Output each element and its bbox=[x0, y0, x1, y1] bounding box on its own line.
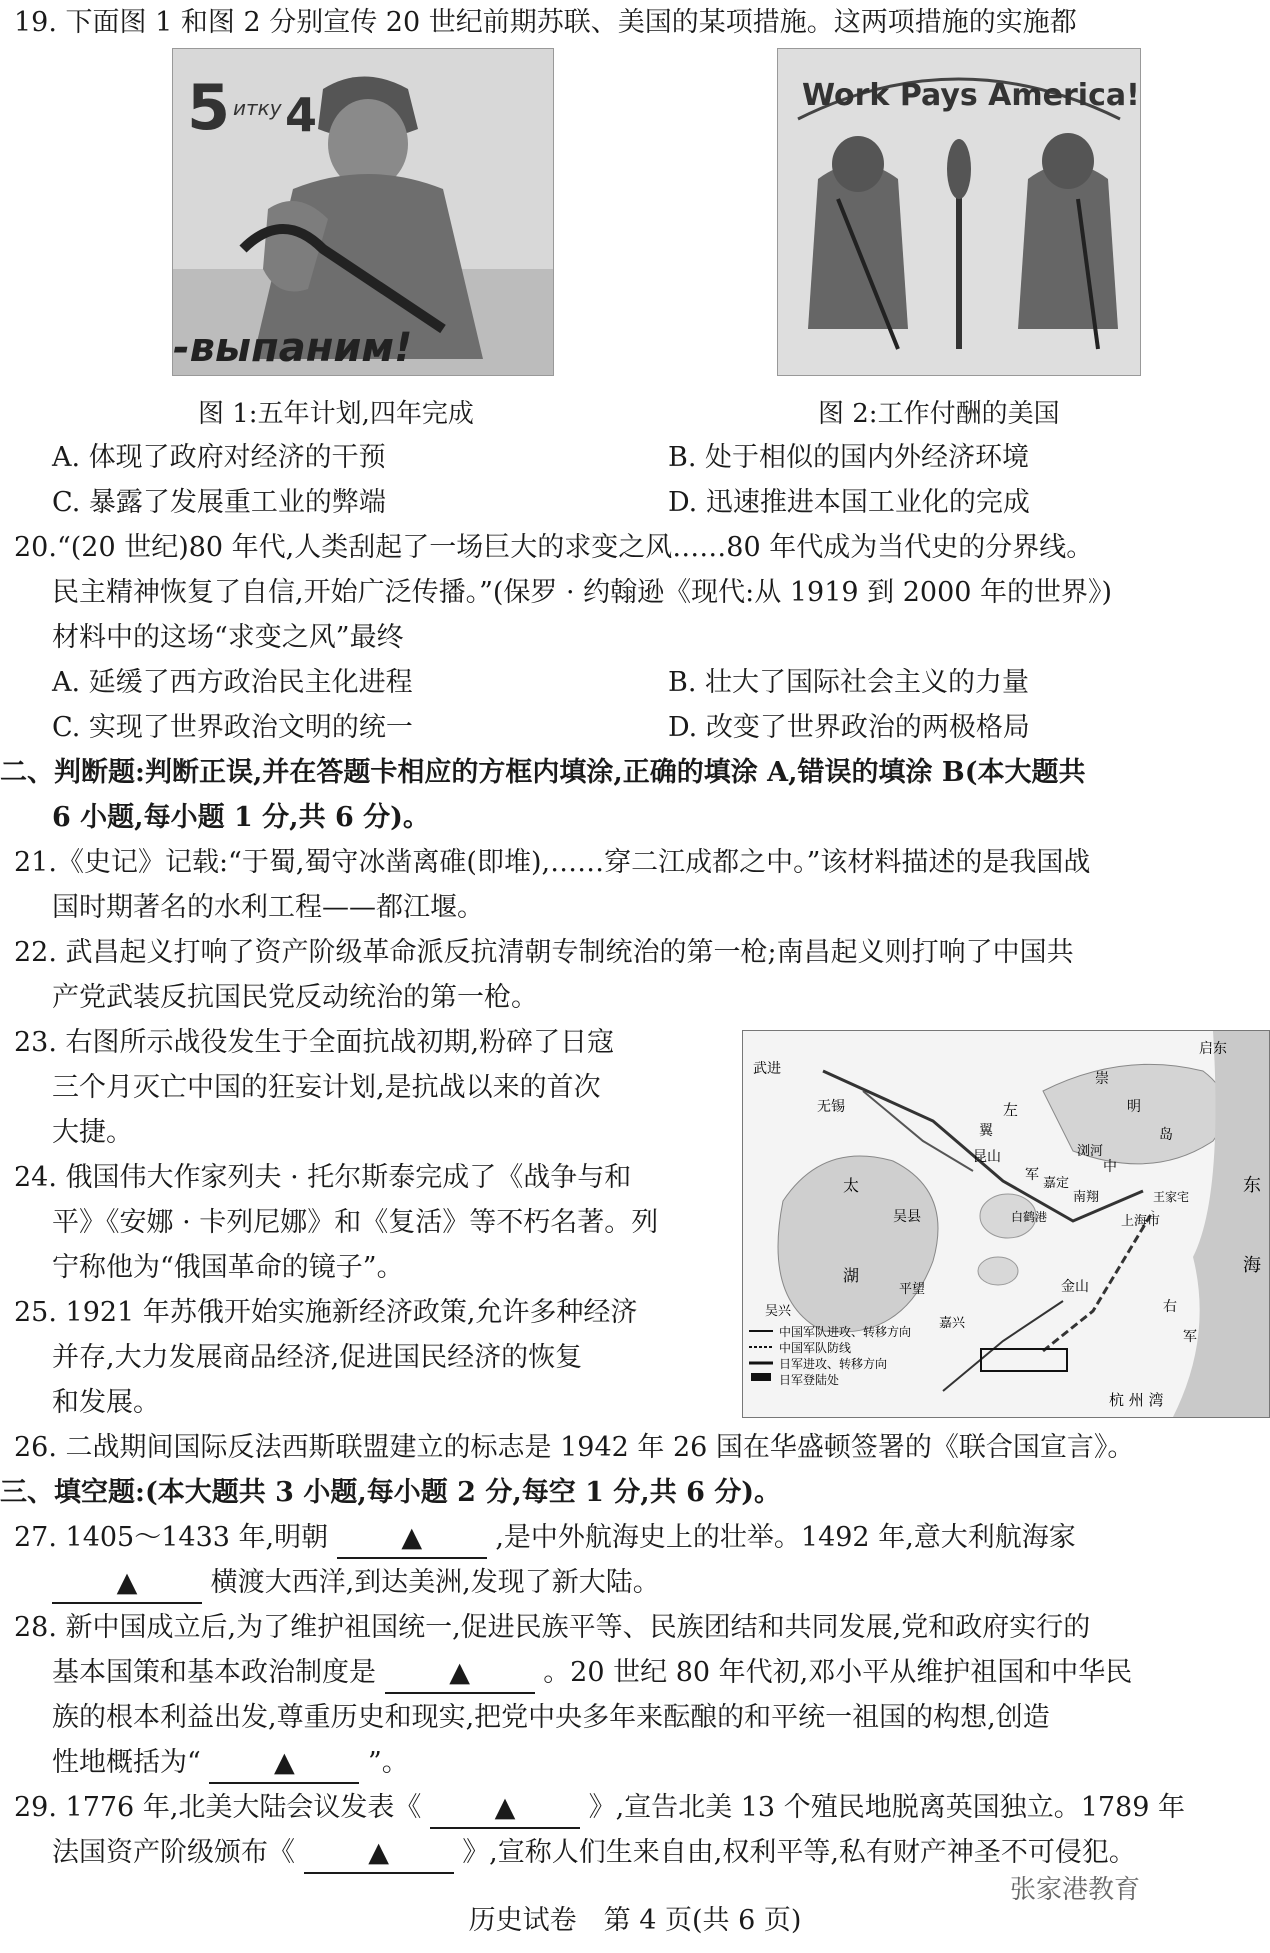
q28-line-4 bbox=[52, 1740, 409, 1785]
section2-heading-line-1: 二、判断题:判断正误,并在答题卡相应的方框内填涂,正确的填涂 A,错误的填涂 B(本大题共 bbox=[0, 757, 1086, 788]
q20-option-a: A. 延缓了西方政治民主化进程 bbox=[52, 667, 413, 698]
q28-blank-1[interactable]: ▲ bbox=[385, 1654, 535, 1694]
q29-text-2b: 》,宣称人们生来自由,权利平等,私有财产神圣不可侵犯。 bbox=[462, 1837, 1136, 1868]
q19-stem: 19. 下面图 1 和图 2 分别宣传 20 世纪前期苏联、美国的某项措施。这两项措施的实施都 bbox=[14, 7, 1077, 38]
q23-line-1: 23. 右图所示战役发生于全面抗战初期,粉碎了日寇 bbox=[14, 1027, 615, 1058]
battle-map-image bbox=[743, 1031, 1269, 1417]
figure2-caption: 图 2:工作付酬的美国 bbox=[818, 399, 1060, 429]
map-label-jun-2: 军 bbox=[1183, 1329, 1197, 1345]
map-label-chong: 崇 bbox=[1095, 1071, 1109, 1087]
q24-line-3: 宁称他为“俄国革命的镜子”。 bbox=[52, 1252, 404, 1283]
figure2-poster bbox=[777, 48, 1141, 376]
map-label-yi: 翼 bbox=[979, 1123, 993, 1139]
section2-heading-line-2: 6 小题,每小题 1 分,共 6 分)。 bbox=[52, 802, 430, 833]
map-label-hu: 湖 bbox=[843, 1266, 860, 1285]
q27-text-1: 27. 1405～1433 年,明朝 bbox=[14, 1522, 329, 1553]
q28-text-4b: ”。 bbox=[368, 1747, 409, 1778]
map-label-jun-1: 军 bbox=[1025, 1167, 1039, 1183]
q29-text-1a: 29. 1776 年,北美大陆会议发表《 bbox=[14, 1792, 422, 1823]
map-label-shanghai: 上海市 bbox=[1121, 1214, 1161, 1229]
map-label-baihegang: 白鹤港 bbox=[1011, 1210, 1048, 1224]
poster1-number-5: 5 bbox=[187, 71, 231, 144]
q29-blank-1[interactable]: ▲ bbox=[430, 1789, 580, 1829]
poster1-slogan: -выпаним! bbox=[173, 325, 413, 371]
map-label-qidong: 启东 bbox=[1199, 1041, 1227, 1057]
q29-text-2a: 法国资产阶级颁布《 bbox=[52, 1837, 295, 1868]
american-workers-poster-image bbox=[778, 49, 1140, 375]
legend-item-2: 中国军队防线 bbox=[779, 1341, 852, 1355]
poster1-word: итку bbox=[233, 96, 282, 120]
q25-line-1: 25. 1921 年苏俄开始实施新经济政策,允许多种经济 bbox=[14, 1297, 638, 1328]
map-label-wujin: 武进 bbox=[753, 1061, 781, 1077]
map-label-liuhe: 浏河 bbox=[1077, 1144, 1104, 1159]
map-label-dong: 东 bbox=[1243, 1175, 1261, 1196]
section3-heading: 三、填空题:(本大题共 3 小题,每小题 2 分,每空 1 分,共 6 分)。 bbox=[0, 1477, 782, 1508]
map-label-wuxian: 吴县 bbox=[893, 1209, 921, 1225]
q20-line-1: 20.“(20 世纪)80 年代,人类刮起了一场巨大的求变之风……80 年代成为当代史的分界线。 bbox=[14, 532, 1094, 563]
q27-text-2: ,是中外航海史上的壮举。1492 年,意大利航海家 bbox=[495, 1522, 1076, 1553]
q28-text-2a: 基本国策和基本政治制度是 bbox=[52, 1657, 376, 1688]
poster2-slogan: Work Pays America! bbox=[802, 78, 1140, 113]
legend-item-3: 日军进攻、转移方向 bbox=[779, 1357, 888, 1371]
q19-option-c: C. 暴露了发展重工业的弊端 bbox=[52, 487, 386, 518]
map-label-wuxing: 吴兴 bbox=[765, 1304, 792, 1319]
q29-blank-2[interactable]: ▲ bbox=[304, 1834, 454, 1874]
q28-blank-2[interactable]: ▲ bbox=[209, 1744, 359, 1784]
q27-line-1 bbox=[14, 1515, 1076, 1560]
q29-line-2 bbox=[52, 1830, 1136, 1875]
map-label-hai: 海 bbox=[1243, 1255, 1261, 1276]
q28-text-4a: 性地概括为“ bbox=[52, 1747, 201, 1778]
legend-mark-4 bbox=[751, 1373, 771, 1381]
q25-line-3: 和发展。 bbox=[52, 1387, 160, 1418]
map-label-tai: 太 bbox=[843, 1176, 860, 1195]
q28-line-3: 族的根本利益出发,尊重历史和现实,把党中央多年来酝酿的和平统一祖国的构想,创造 bbox=[52, 1702, 1050, 1733]
q28-line-2 bbox=[52, 1650, 1132, 1695]
map-label-nanxiang: 南翔 bbox=[1073, 1190, 1100, 1205]
watermark-text: 张家港教育 bbox=[1010, 1875, 1141, 1905]
legend-item-1: 中国军队进攻、转移方向 bbox=[779, 1325, 912, 1339]
map-label-kunshan: 昆山 bbox=[973, 1149, 1001, 1165]
q27-blank-2[interactable]: ▲ bbox=[52, 1564, 202, 1604]
map-label-hangzhouwan: 杭 州 湾 bbox=[1109, 1391, 1164, 1409]
q19-option-d: D. 迅速推进本国工业化的完成 bbox=[668, 487, 1030, 518]
q21-line-2: 国时期著名的水利工程——都江堰。 bbox=[52, 892, 484, 923]
map-label-pingwang: 平望 bbox=[899, 1282, 926, 1297]
q29-text-1b: 》,宣告北美 13 个殖民地脱离英国独立。1789 年 bbox=[588, 1792, 1185, 1823]
page-footer: 历史试卷 第 4 页(共 6 页) bbox=[468, 1905, 802, 1936]
q25-line-2: 并存,大力发展商品经济,促进国民经济的恢复 bbox=[52, 1342, 583, 1373]
q27-text-3: 横渡大西洋,到达美洲,发现了新大陆。 bbox=[210, 1567, 660, 1598]
map-label-jiaxing: 嘉兴 bbox=[939, 1316, 966, 1331]
q19-option-b: B. 处于相似的国内外经济环境 bbox=[668, 442, 1030, 473]
poster1-number-4: 4 bbox=[285, 88, 318, 142]
q20-option-d: D. 改变了世界政治的两极格局 bbox=[668, 712, 1030, 743]
map-label-zhong: 中 bbox=[1103, 1159, 1117, 1175]
map-label-jiading: 嘉定 bbox=[1043, 1176, 1070, 1191]
soviet-worker-poster-image bbox=[173, 49, 553, 375]
map-label-dao: 岛 bbox=[1159, 1127, 1173, 1143]
q21-line-1: 21.《史记》记载:“于蜀,蜀守冰凿离碓(即堆),……穿二江成都之中。”该材料描述的是我国战 bbox=[14, 847, 1091, 878]
q20-line-3: 材料中的这场“求变之风”最终 bbox=[52, 622, 404, 653]
map-label-jinshan: 金山 bbox=[1061, 1279, 1089, 1295]
figure1-caption: 图 1:五年计划,四年完成 bbox=[198, 399, 474, 429]
q27-blank-1[interactable]: ▲ bbox=[337, 1519, 487, 1559]
figure1-poster bbox=[172, 48, 554, 376]
legend-item-4: 日军登陆处 bbox=[779, 1373, 840, 1387]
q22-line-2: 产党武装反抗国民党反动统治的第一枪。 bbox=[52, 982, 538, 1013]
q28-line-1: 28. 新中国成立后,为了维护祖国统一,促进民族平等、民族团结和共同发展,党和政府实行的 bbox=[14, 1612, 1091, 1643]
q24-line-2: 平》《安娜 · 卡列尼娜》和《复活》等不朽名著。列 bbox=[52, 1207, 659, 1238]
q24-line-1: 24. 俄国伟大作家列夫 · 托尔斯泰完成了《战争与和 bbox=[14, 1162, 632, 1193]
q20-option-c: C. 实现了世界政治文明的统一 bbox=[52, 712, 413, 743]
map-label-wuxi: 无锡 bbox=[817, 1099, 845, 1115]
map-label-ming: 明 bbox=[1127, 1099, 1141, 1115]
q29-line-1 bbox=[14, 1785, 1185, 1830]
map-label-wangjiazhai: 王家宅 bbox=[1153, 1190, 1190, 1204]
q23-line-2: 三个月灭亡中国的狂妄计划,是抗战以来的首次 bbox=[52, 1072, 601, 1103]
q19-option-a: A. 体现了政府对经济的干预 bbox=[52, 442, 386, 473]
map-label-you: 右 bbox=[1163, 1299, 1177, 1315]
q20-option-b: B. 壮大了国际社会主义的力量 bbox=[668, 667, 1030, 698]
q27-line-2 bbox=[52, 1560, 660, 1605]
q23-line-3: 大捷。 bbox=[52, 1117, 133, 1148]
q22-line-1: 22. 武昌起义打响了资产阶级革命派反抗清朝专制统治的第一枪;南昌起义则打响了中国共 bbox=[14, 937, 1074, 968]
q26-line-1: 26. 二战期间国际反法西斯联盟建立的标志是 1942 年 26 国在华盛顿签署的《联合国宣言》。 bbox=[14, 1432, 1135, 1463]
q20-line-2: 民主精神恢复了自信,开始广泛传播。”(保罗 · 约翰逊《现代:从 1919 到 2000 年的世界》) bbox=[52, 577, 1113, 608]
q28-text-2b: 。20 世纪 80 年代初,邓小平从维护祖国和中华民 bbox=[543, 1657, 1133, 1688]
battle-map bbox=[742, 1030, 1270, 1418]
map-label-zuo: 左 bbox=[1003, 1101, 1019, 1119]
